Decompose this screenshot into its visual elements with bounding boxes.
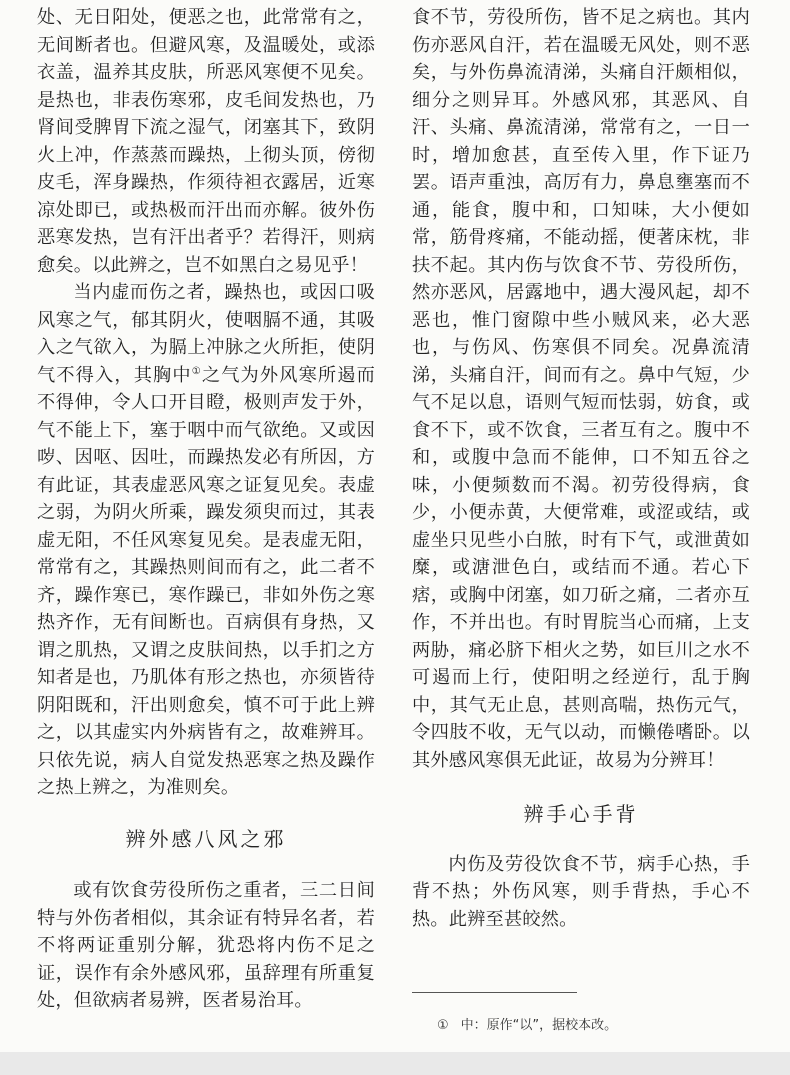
paragraph-text: 当内虚而伤之者，躁热也，或因口吸风寒之气，郁其阴火，使咽膈不通，其吸入之气欲入，为膈上冲脉之火所拒，使阴气不得入，其胸中 <box>37 282 375 386</box>
footnote-divider <box>412 992 577 993</box>
section-heading: 辨手心手背 <box>523 802 639 826</box>
section-heading: 辨外感八风之邪 <box>125 826 287 851</box>
paragraph: 内伤及劳役饮食不节，病手心热，手背不热；外伤风寒，则手背热，手心不热。此辨至甚皎然。 <box>412 853 750 930</box>
footnote-mark: ① <box>437 1018 449 1033</box>
paragraph <box>37 279 375 802</box>
paragraph: 或有饮食劳役所伤之重者，三二日间特与外伤者相似，其余证有特异名者，若不将两证重别分解，犹恐将内伤不足之证，误作有余外感风邪，虽辞理有所重复处，但欲病者易辨，医者易治耳。 <box>37 880 375 1011</box>
paragraph: 食不节，劳役所伤，皆不足之病也。其内伤亦恶风自汗，若在温暖无风处，则不恶矣，与外伤鼻流清涕，头痛自汗颇相似，细分之则异耳。外感风邪，其恶风、自汗、头痛、鼻流清涕，常常有之，一日一时，增加愈甚，直至传入里，作下证乃罢。语声重浊，高厉有力，鼻息壅塞而不通，能食，腹中和，口知味，大小便如常，筋骨疼痛，不能动摇，便著床枕，非扶不起。其内伤与饮食不节、劳役所伤，然亦恶风，居露地中，遇大漫风起，却不恶也，惟门窗隙中些小贼风来，必大恶也，与伤风、伤寒俱不同矣。况鼻流清涕，头痛自汗，间而有之。鼻中气短，少气不足以息，语则气短而怯弱，妨食，或食不下，或不饮食，三者互有之。腹中不和，或腹中急而不能伸，口不知五谷之味，小便频数而不渴。初劳役得病，食少，小便赤黄，大便常难，或涩或结，或虚坐只见些小白脓，时有下气，或泄黄如糜，或溏泄色白，或结而不通。若心下痞，或胸中闭塞，如刀斫之痛，二者亦互作，不并出也。有时胃脘当心而痛，上支两胁，痛必脐下相火之势，如巨川之水不可遏而上行，使阳明之经逆行，乱于胸中，其气无止息，甚则高喘，热伤元气，令四肢不收，无气以动，而懒倦嗜卧。以其外感风寒俱无此证，故易为分辨耳！ <box>412 7 750 771</box>
paragraph: 处、无日阳处，便恶之也，此常常有之，无间断者也。但避风寒，及温暖处，或添衣盖，温养其皮肤，所恶风寒便不见矣。是热也，非表伤寒邪，皮毛间发热也，乃肾间受脾胃下流之湿气，闭塞其下，致阴火上冲，作蒸蒸而躁热，上彻头顶，傍彻皮毛，浑身躁热，作须待袒衣露居，近寒凉处即已，或热极而汗出而亦解。彼外伤恶寒发热，岂有汗出者乎？若得汗，则病愈矣。以此辨之，岂不如黑白之易见乎！ <box>37 7 375 276</box>
footnote-reference: ① <box>191 365 202 377</box>
left-column <box>37 4 375 1015</box>
paragraph-text: 之气为外风寒所遏而不得伸，令人口开目瞪，极则声发于外，气不能上下，塞于咽中而气欲绝。又或因哕、因呕、因吐，而躁热发必有所因，方有此证，其表虚恶风寒之证复见矣。表虚之弱，为阴火所乘，躁发须臾而过，其表虚无阳，不任风寒复见矣。是表虚无阳，常常有之，其躁热则间而有之，此二者不齐，躁作寒已，寒作躁已，非如外伤之寒热齐作，无有间断也。百病俱有身热，又谓之肌热，又谓之皮肤间热，以手扪之方知者是也，乃肌体有形之热也，亦须皆待阴阳既和，汗出则愈矣，慎不可于此上辨之，以其虚实内外病皆有之，故难辨耳。只依先说，病人自觉发热恶寒之热及躁作之热上辨之，为准则矣。 <box>37 364 375 798</box>
footnote <box>437 1018 617 1034</box>
footnote-text: 中：原作“以”，据校本改。 <box>460 1018 618 1033</box>
right-column <box>412 4 750 933</box>
